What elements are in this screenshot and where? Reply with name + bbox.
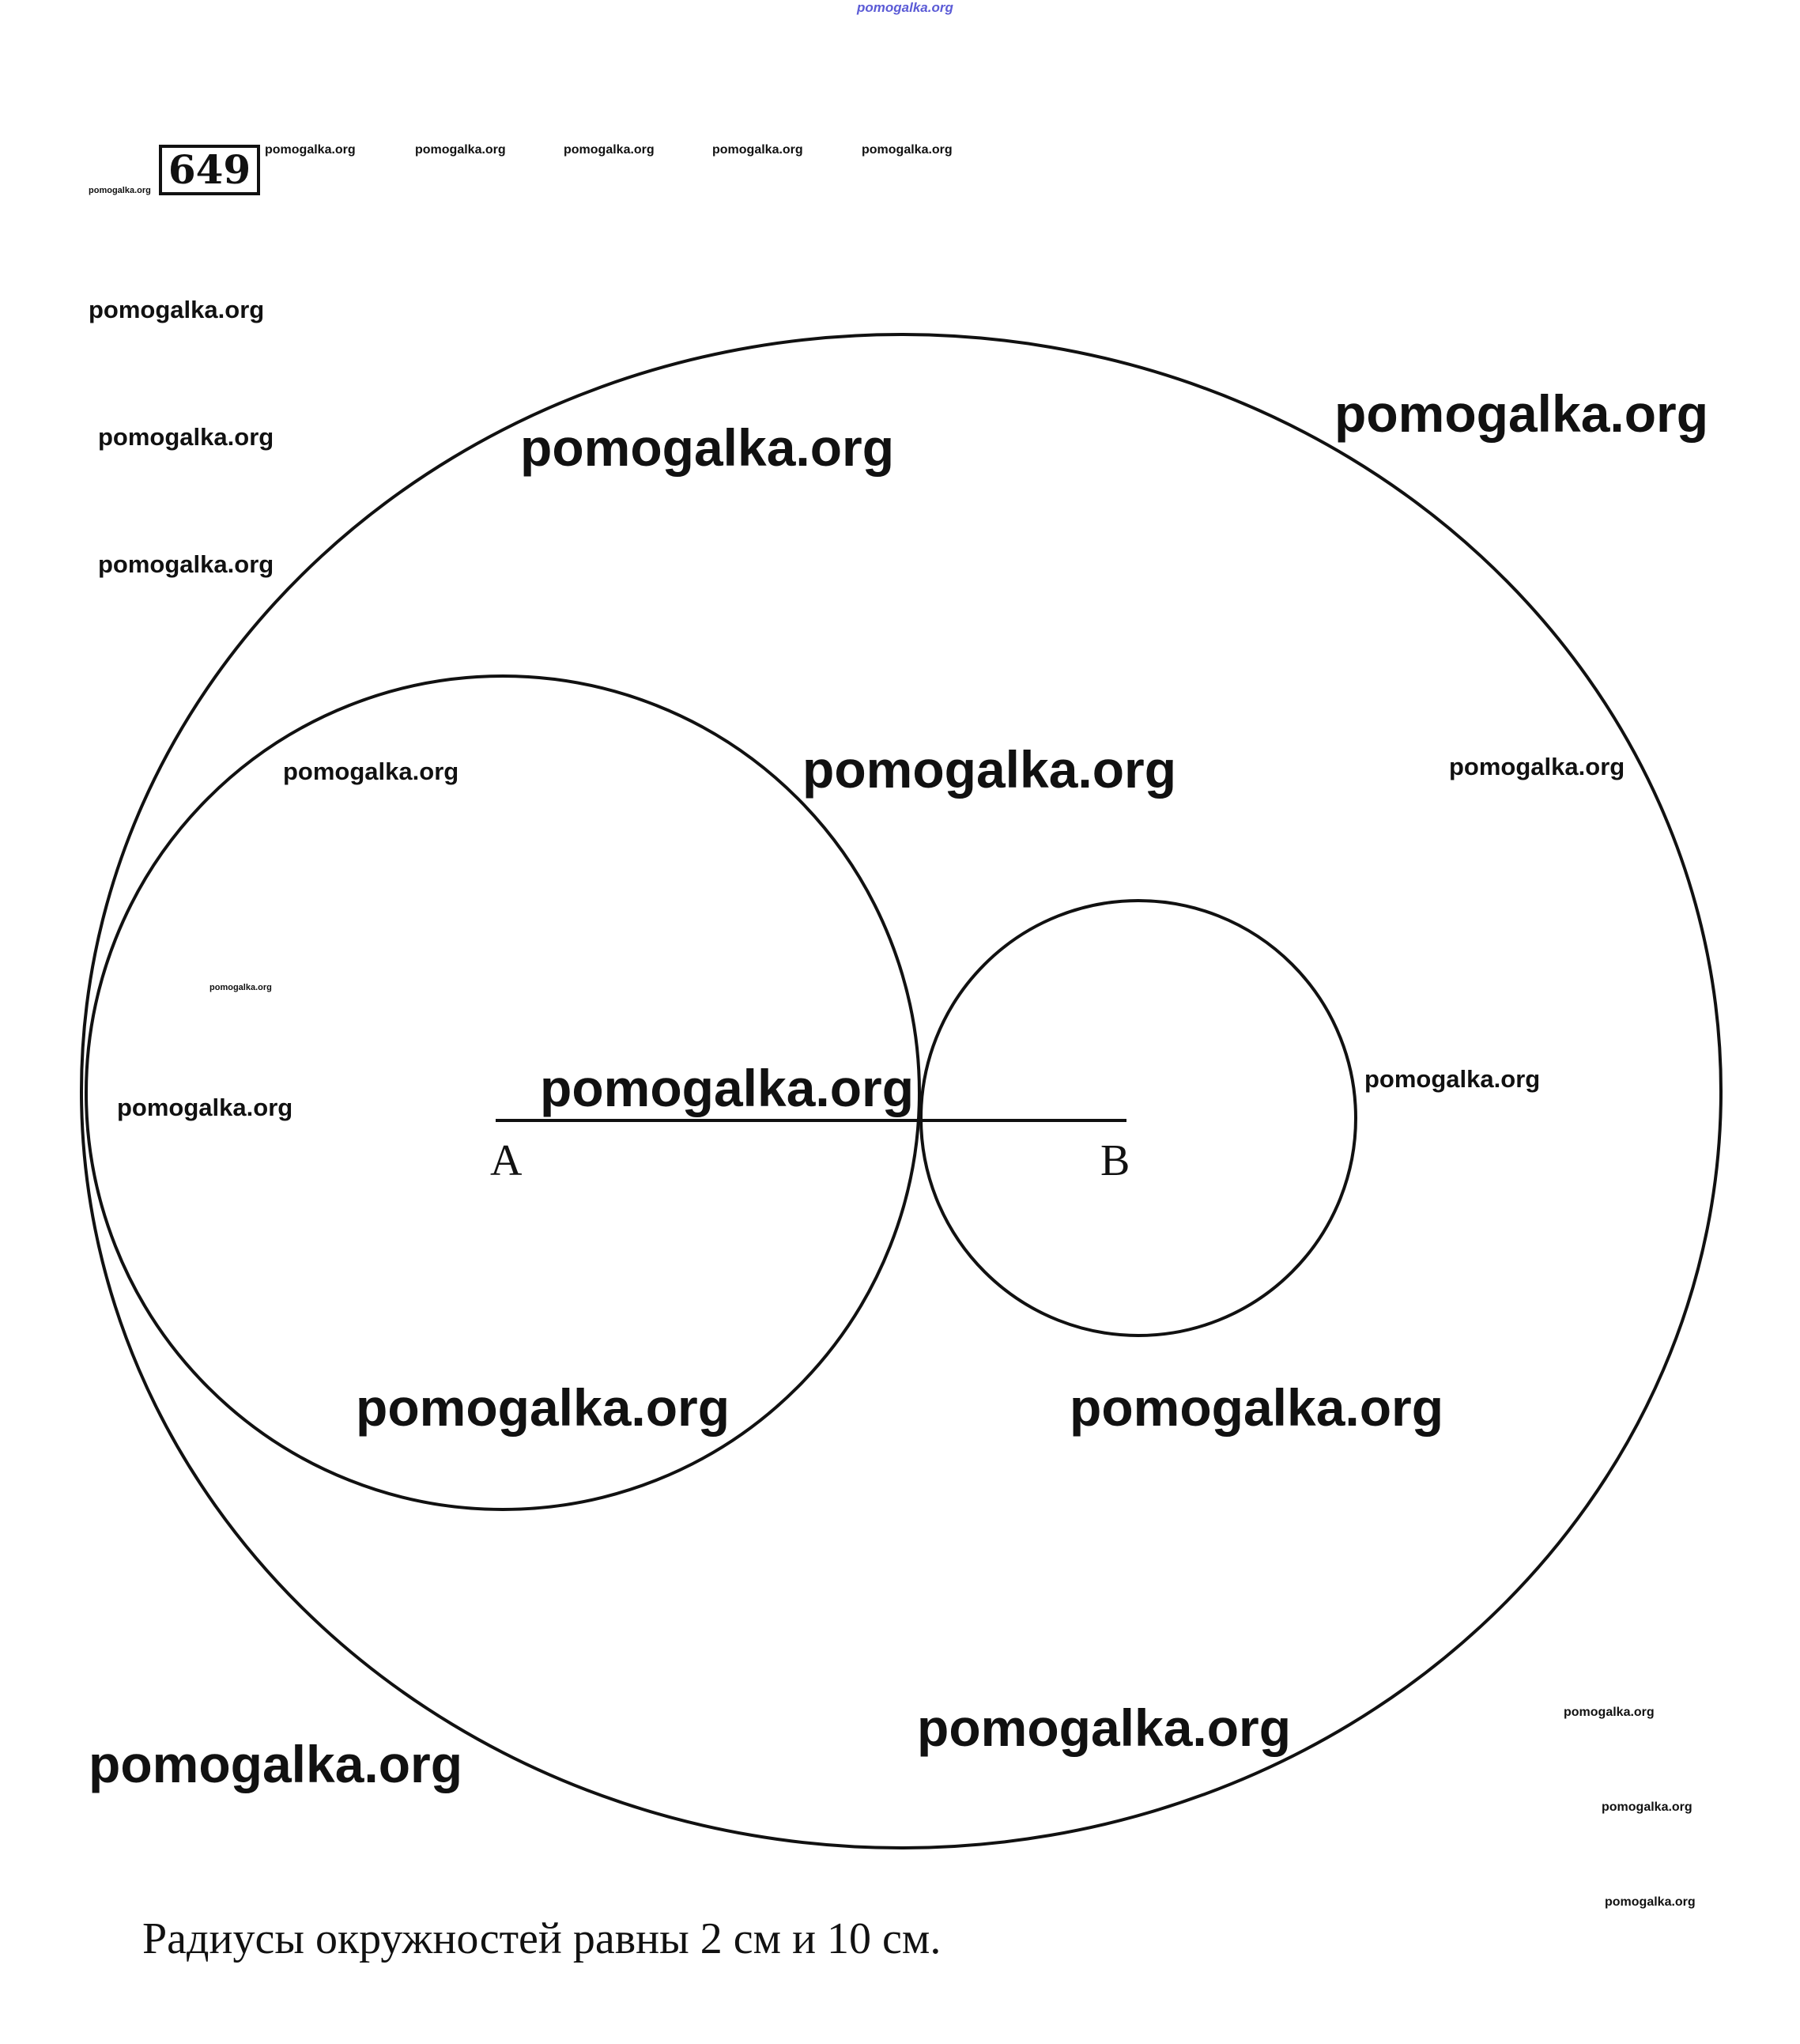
watermark: pomogalka.org xyxy=(564,143,655,157)
watermark: pomogalka.org xyxy=(1564,1706,1655,1719)
point-a-label: A xyxy=(490,1136,523,1185)
watermark: pomogalka.org xyxy=(802,740,1177,799)
point-b-label: B xyxy=(1100,1136,1130,1185)
watermark: pomogalka.org xyxy=(1364,1065,1541,1093)
watermark: pomogalka.org xyxy=(356,1378,730,1437)
watermark: pomogalka.org xyxy=(862,143,953,157)
watermark: pomogalka.org xyxy=(540,1059,915,1117)
watermark: pomogalka.org xyxy=(1449,753,1625,780)
watermark: pomogalka.org xyxy=(89,186,151,195)
problem-caption: Радиусы окружностей равны 2 см и 10 см. xyxy=(142,1914,942,1963)
watermark: pomogalka.org xyxy=(98,423,274,451)
watermark: pomogalka.org xyxy=(283,758,459,785)
watermark: pomogalka.org xyxy=(712,143,803,157)
watermark: pomogalka.org xyxy=(209,983,272,992)
circle-b xyxy=(921,901,1356,1336)
watermark: pomogalka.org xyxy=(917,1698,1292,1757)
watermark: pomogalka.org xyxy=(265,143,356,157)
watermark: pomogalka.org xyxy=(857,0,953,15)
watermark: pomogalka.org xyxy=(1334,384,1709,443)
watermark: pomogalka.org xyxy=(89,1735,463,1793)
watermark: pomogalka.org xyxy=(1602,1800,1692,1814)
watermark: pomogalka.org xyxy=(415,143,506,157)
watermark: pomogalka.org xyxy=(520,418,895,477)
watermark: pomogalka.org xyxy=(1070,1378,1444,1437)
watermark: pomogalka.org xyxy=(117,1094,293,1121)
watermark: pomogalka.org xyxy=(1605,1895,1696,1909)
watermark: pomogalka.org xyxy=(98,550,274,578)
problem-number-box: 649 xyxy=(159,145,260,195)
watermark: pomogalka.org xyxy=(89,296,265,323)
